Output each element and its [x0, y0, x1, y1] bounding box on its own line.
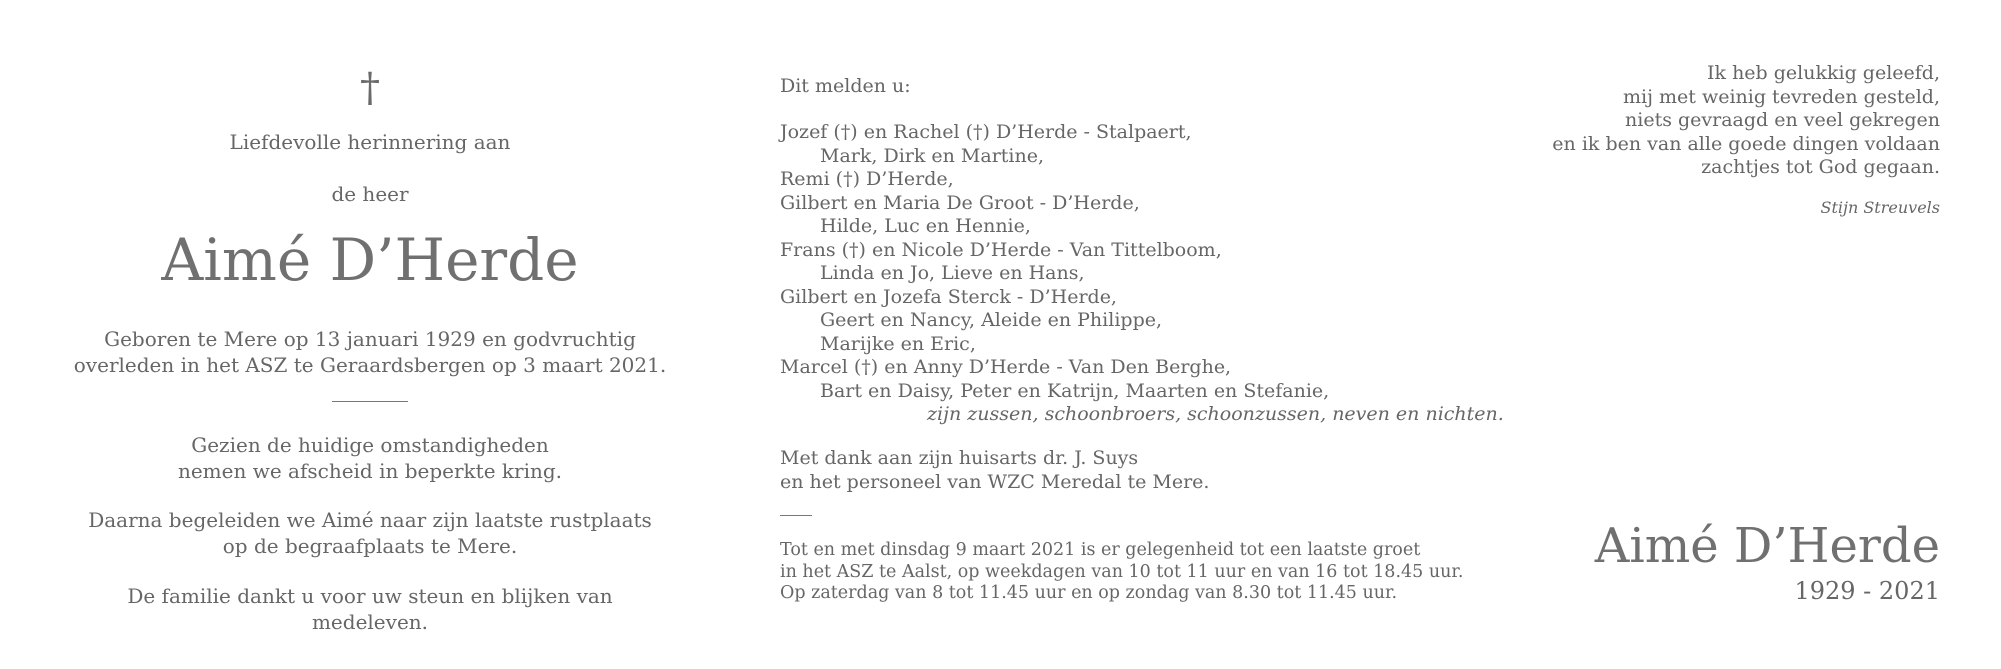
death-line: overleden in het ASZ te Geraardsbergen op 3 maart 2021.: [73, 353, 667, 377]
birth-line: Geboren te Mere op 13 januari 1929 en godvruchtig: [104, 327, 636, 351]
poem-line: mij met weinig tevreden gesteld,: [1623, 85, 1940, 108]
circumstance-line: Gezien de huidige omstandigheden: [191, 433, 549, 457]
family-line: Hilde, Luc en Hennie,: [820, 215, 1031, 237]
family-line: Gilbert en Jozefa Sterck - D’Herde,: [780, 285, 1117, 308]
poem-line: Ik heb gelukkig geleefd,: [1707, 62, 1940, 84]
poem: [1480, 62, 1940, 180]
divider: [332, 401, 408, 402]
poem-line: en ik ben van alle goede dingen voldaan: [1552, 132, 1940, 155]
visitation-line: in het ASZ te Aalst, op weekdagen van 10 tot 11 uur en van 16 tot 18.45 uur.: [780, 561, 1464, 582]
divider: [780, 515, 812, 516]
gratitude-line: Met dank aan zijn huisarts dr. J. Suys: [780, 447, 1139, 469]
gratitude-line: en het personeel van WZC Meredal te Mere.: [780, 470, 1210, 493]
poem-line: niets gevraagd en veel gekregen: [1625, 109, 1940, 131]
deceased-name: Aimé D’Herde: [161, 226, 579, 294]
family-line: Mark, Dirk en Martine,: [820, 144, 1045, 167]
resting-line: op de begraafplaats te Mere.: [222, 534, 518, 558]
circumstance-line: nemen we afscheid in beperkte kring.: [177, 459, 563, 483]
intro-text: Liefdevolle herinnering aan: [229, 130, 511, 154]
family-line: Frans (†) en Nicole D’Herde - Van Tittelboom,: [780, 238, 1222, 261]
circumstance-text: [70, 432, 670, 484]
family-line: Jozef (†) en Rachel (†) D’Herde - Stalpaert,: [780, 121, 1192, 143]
gratitude-text: [780, 447, 1209, 494]
family-list: [780, 121, 1504, 427]
family-line: Gilbert en Maria De Groot - D’Herde,: [780, 191, 1140, 214]
visitation-text: [780, 540, 1463, 605]
deceased-name-footer: Aimé D’Herde: [1594, 518, 1940, 574]
resting-place-text: [70, 507, 670, 559]
family-summary: zijn zussen, schoonbroers, schoonzussen, neven en nichten.: [927, 403, 1504, 425]
family-line: Geert en Nancy, Aleide en Philippe,: [820, 309, 1163, 331]
thanks-text: De familie dankt u voor uw steun en blijken van medeleven.: [127, 584, 613, 634]
life-years: 1929 - 2021: [1794, 577, 1940, 605]
poem-line: zachtjes tot God gegaan.: [1701, 156, 1940, 178]
cross-icon: †: [360, 65, 380, 111]
family-line: Remi (†) D’Herde,: [780, 168, 954, 190]
resting-line: Daarna begeleiden we Aimé naar zijn laatste rustplaats: [88, 508, 652, 532]
family-line: Marcel (†) en Anny D’Herde - Van Den Berghe,: [780, 356, 1232, 378]
poem-author: Stijn Streuvels: [1820, 198, 1940, 217]
honorific: de heer: [331, 182, 409, 206]
visitation-line: Op zaterdag van 8 tot 11.45 uur en op zondag van 8.30 tot 11.45 uur.: [780, 583, 1398, 603]
family-line: Linda en Jo, Lieve en Hans,: [820, 262, 1085, 284]
birth-death-text: [70, 326, 670, 378]
visitation-line: Tot en met dinsdag 9 maart 2021 is er gelegenheid tot een laatste groet: [780, 540, 1421, 560]
family-line: Marijke en Eric,: [820, 332, 976, 355]
announce-text: Dit melden u:: [780, 75, 911, 97]
family-line: Bart en Daisy, Peter en Katrijn, Maarten en Stefanie,: [820, 379, 1330, 402]
